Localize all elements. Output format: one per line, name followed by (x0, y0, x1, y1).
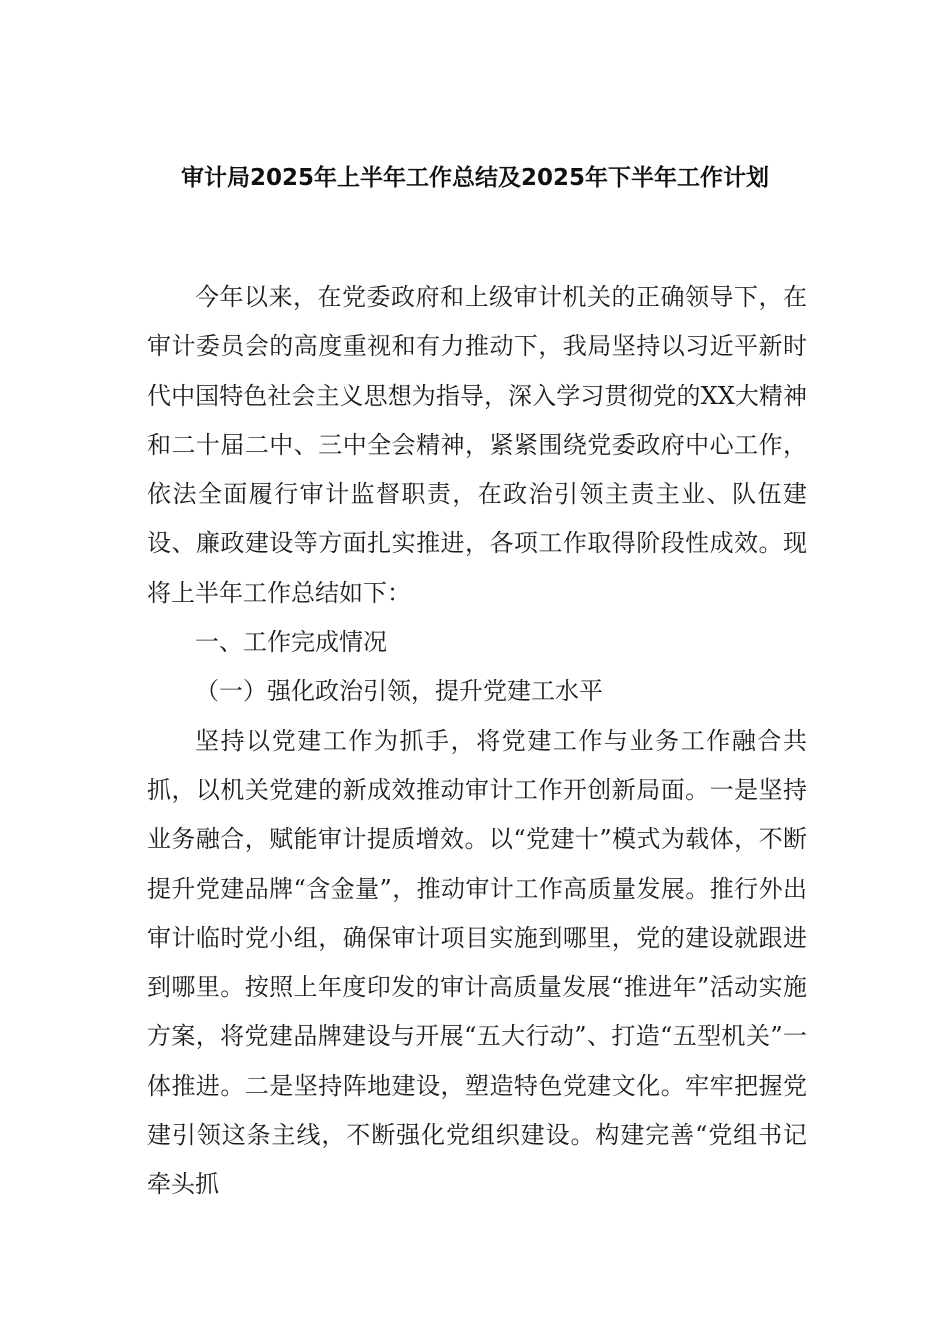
body-paragraph: 坚持以党建工作为抓手，将党建工作与业务工作融合共抓，以机关党建的新成效推动审计工作开创新局面。一是坚持业务融合，赋能审计提质增效。以“党建十”模式为载体，不断提升党建品牌“含金量”，推动审计工作高质量发展。推行外出审计临时党小组，确保审计项目实施到哪里，党的建设就跟进到哪里。按照上年度印发的审计高质量发展“推进年”活动实施方案，将党建品牌建设与开展“五大行动”、打造“五型机关”一体推进。二是坚持阵地建设，塑造特色党建文化。牢牢把握党建引领这条主线，不断强化党组织建设。构建完善“党组书记牵头抓 (147, 726, 807, 1199)
section-heading: 一、工作完成情况 (195, 628, 387, 657)
document-title: 审计局2025年上半年工作总结及2025年下半年工作计划 (180, 165, 770, 191)
document-body (147, 273, 807, 1210)
subsection-heading: （一）强化政治引领，提升党建工水平 (195, 677, 603, 706)
intro-paragraph: 今年以来，在党委政府和上级审计机关的正确领导下，在审计委员会的高度重视和有力推动下，我局坚持以习近平新时代中国特色社会主义思想为指导，深入学习贯彻党的XX大精神和二十届二中、三中全会精神，紧紧围绕党委政府中心工作，依法全面履行审计监督职责，在政治引领主责主业、队伍建设、廉政建设等方面扎实推进，各项工作取得阶段性成效。现将上半年工作总结如下： (147, 283, 807, 607)
